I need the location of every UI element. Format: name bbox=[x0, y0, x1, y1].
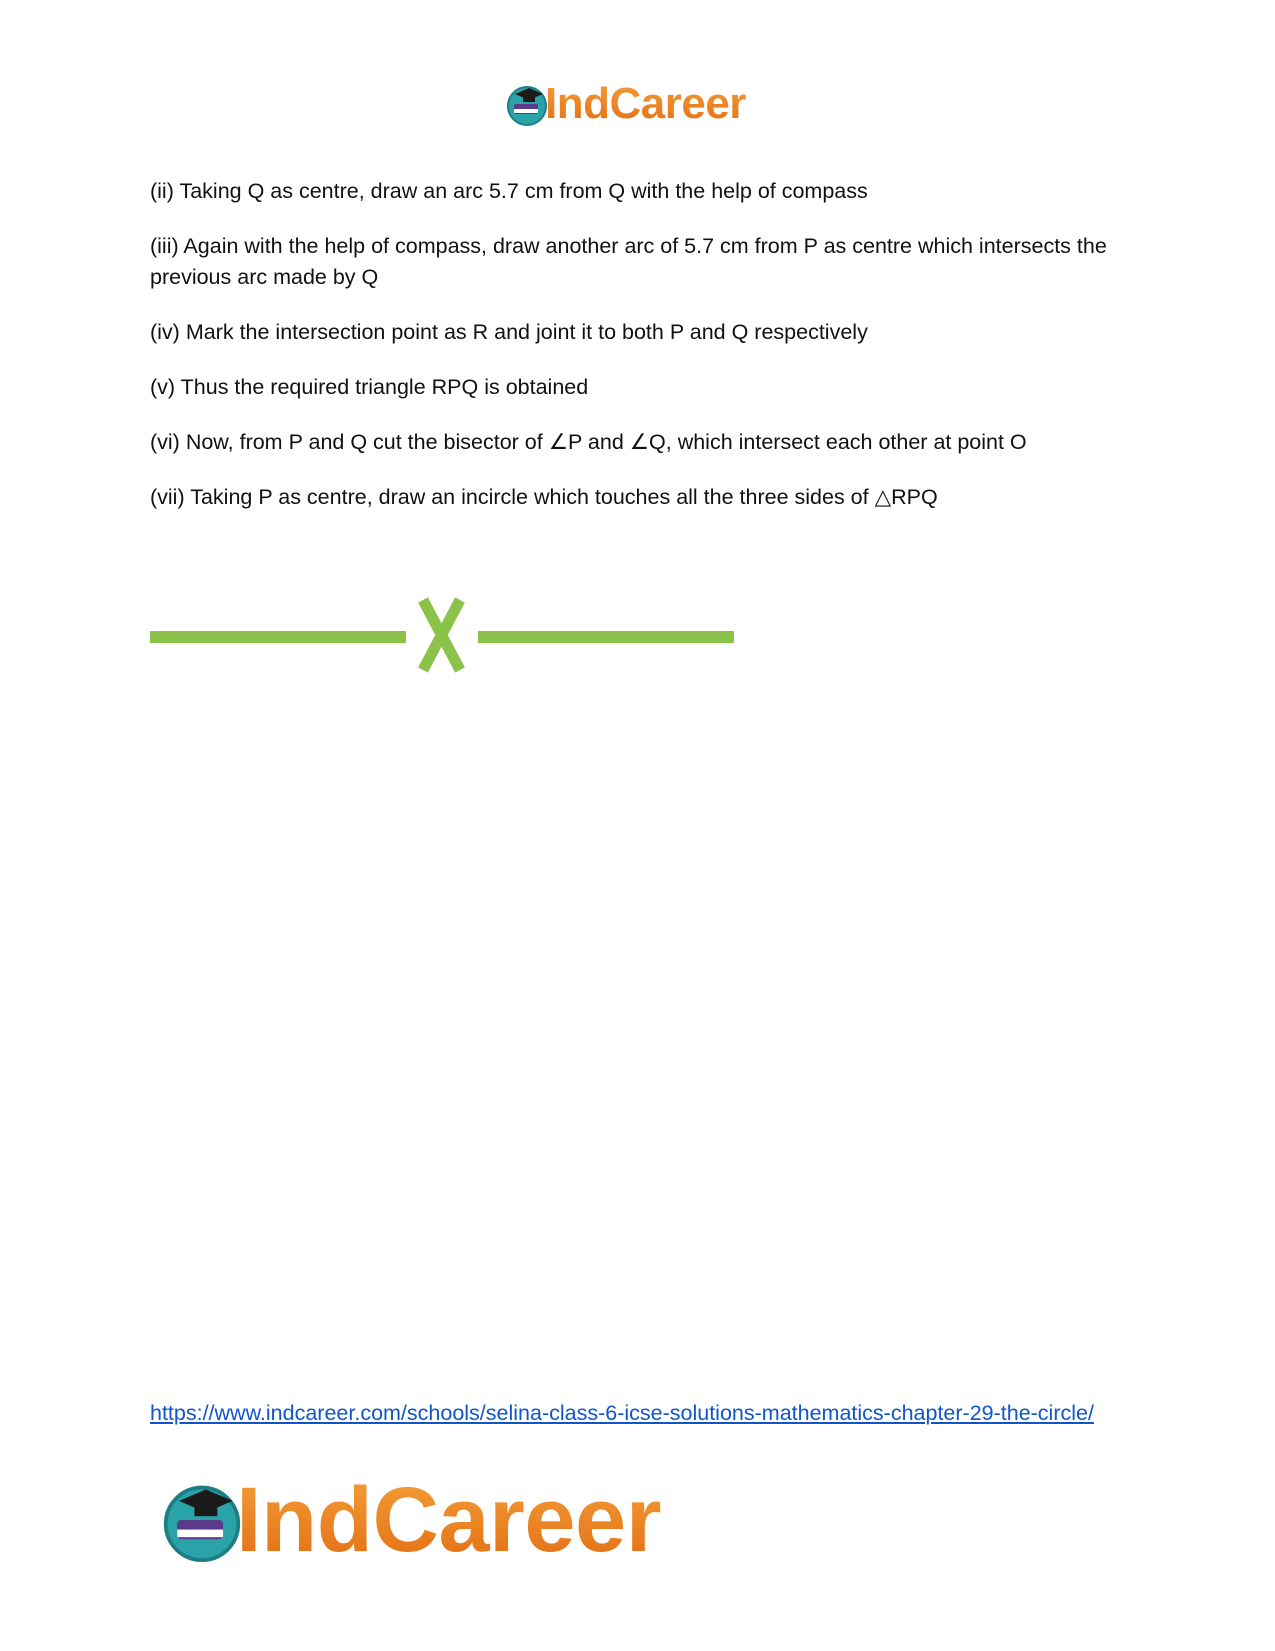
divider-line-right bbox=[478, 631, 734, 643]
logo-wordmark: IndCareer bbox=[236, 1469, 661, 1571]
logo-wordmark: IndCareer bbox=[545, 79, 746, 128]
header-logo bbox=[505, 78, 746, 130]
step-item: (iii) Again with the help of compass, draw another arc of 5.7 cm from P as centre which intersects the previous arc made by Q bbox=[150, 234, 1107, 289]
step-item: (iv) Mark the intersection point as R and joint it to both P and Q respectively bbox=[150, 320, 868, 344]
step-item: (v) Thus the required triangle RPQ is obtained bbox=[150, 375, 589, 399]
source-link[interactable]: https://www.indcareer.com/schools/selina-class-6-icse-solutions-mathematics-chapter-29-the-circle/ bbox=[150, 1401, 1094, 1425]
construction-steps bbox=[150, 176, 1130, 537]
section-divider bbox=[150, 595, 760, 675]
footer-logo bbox=[160, 1470, 661, 1570]
cross-icon bbox=[423, 600, 460, 670]
divider-line-left bbox=[150, 631, 406, 643]
graduation-globe-icon bbox=[160, 1478, 244, 1562]
step-item: (vi) Now, from P and Q cut the bisector of ∠P and ∠Q, which intersect each other at point O bbox=[150, 430, 1027, 454]
graduation-globe-icon bbox=[505, 82, 549, 126]
step-item: (vii) Taking P as centre, draw an incircle which touches all the three sides of △RPQ bbox=[150, 485, 938, 509]
step-item: (ii) Taking Q as centre, draw an arc 5.7 cm from Q with the help of compass bbox=[150, 179, 868, 203]
